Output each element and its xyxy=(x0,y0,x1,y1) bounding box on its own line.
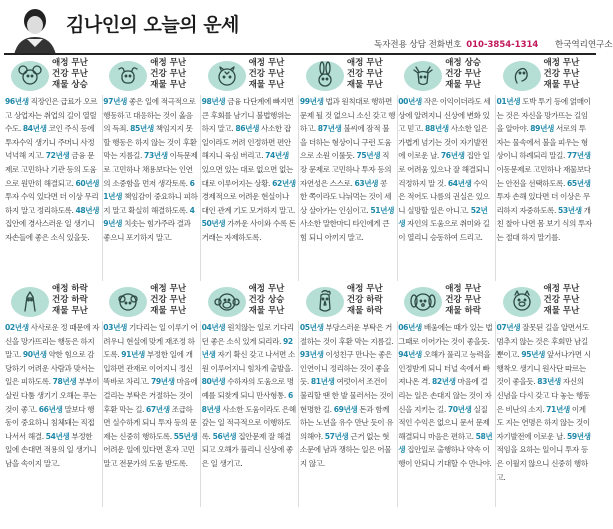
fortune-summary xyxy=(249,284,299,318)
fortune-text xyxy=(300,321,396,471)
fortune-sentence: 부당스러운 부탁은 거절하는 것이 후환 막는 지름길. xyxy=(299,323,394,346)
fortune-sentence: 금융 다단계에 빠지면 큰 후회를 남기니 불법행위는 하지 말고. xyxy=(201,97,294,134)
fortune-line: 애정 상승 xyxy=(445,58,481,68)
fortune-line: 재물 상승 xyxy=(52,80,88,91)
fortune-sentence: 사소한 잡일이라도 꺼려 인정하면 편안해지니 육심 버리고. xyxy=(201,124,291,161)
birth-year: 86년생 xyxy=(235,124,260,134)
phone-number[interactable]: 010-3854-1314 xyxy=(466,40,539,50)
tiger-icon xyxy=(208,61,246,91)
fortune-sentence: 수익은 적어도 나름의 권실은 있으니 실망할 일은 아니고. xyxy=(398,178,490,215)
fortune-line: 재물 무난 xyxy=(52,306,88,317)
fortune-sentence: 직장인은 급료가 오르고 상업자는 취업의 길이 열릴 수도. xyxy=(5,97,98,134)
birth-year: 48년생 xyxy=(75,205,100,215)
birth-year: 80년생 xyxy=(201,377,226,387)
fortune-sentence: 콩 한 쪽이라도 나눠먹는 것이 세상 살아가는 인심이고. xyxy=(299,178,392,215)
fortune-text xyxy=(497,95,593,245)
fortune-sentence: 도박 투기 등에 얽매이는 것은 자신을 망가뜨는 길임을 알아야. xyxy=(496,97,591,134)
birth-year: 52년생 xyxy=(398,205,488,229)
birth-year: 89년생 xyxy=(530,124,554,134)
fortune-sentence: 말보다 행동이 중요하니 침체돼는 직접 나서서 해결. xyxy=(5,404,95,441)
birth-year: 88년생 xyxy=(425,124,449,134)
birth-year: 61년생 xyxy=(103,178,195,202)
fortune-sentence: 이동문제로 고민하나 재물보다는 안전을 선택하도록. xyxy=(496,164,591,188)
fortune-line: 건강 무난 xyxy=(543,295,580,306)
fortune-sentence: 이득문제로 고민하나 채용보다는 인연의 소중함을 먼저 생각토록. xyxy=(103,151,198,188)
birth-year: 92년생 xyxy=(201,336,293,360)
contact-info xyxy=(374,38,613,50)
fortune-summary xyxy=(249,58,299,92)
fortune-sentence: 투자 손해 있다면 더 이상은 무리하지 자중하도록. xyxy=(496,192,590,215)
fortune-sentence: 사사로운 정 때문에 자신을 망가뜨리는 행동은 하지 말고. xyxy=(5,323,100,360)
birth-year: 87년생 xyxy=(317,124,342,134)
fortune-sentence: 개친 찰아 나면 몸 보기 식의 투자는 절대 하지 말기를. xyxy=(496,205,592,242)
column-divider xyxy=(495,95,496,281)
fortune-line: 애정 무난 xyxy=(346,58,383,68)
sheep-icon xyxy=(109,287,147,317)
column-divider xyxy=(298,95,299,281)
fortune-text xyxy=(497,321,593,484)
birth-year: 97년생 xyxy=(103,97,127,106)
column-divider xyxy=(200,321,201,507)
fortune-sentence: 책임지지 못할 행동은 하지 않는 것이 후환 막는 지름길. xyxy=(103,124,197,161)
fortune-line: 애정 무난 xyxy=(543,58,580,68)
birth-year: 01년생 xyxy=(496,97,521,106)
fortune-line: 건강 상승 xyxy=(248,295,285,306)
fortune-sentence: 집안에 경사스러운 일 생기니 자손들에 좋은 소식 있을듯. xyxy=(5,219,95,242)
fortune-sentence: 있으면 있는 대로 없으면 없는 대로 이루어지는 상황. xyxy=(201,164,293,188)
fortune-sentence: 사소한 도움이라도 은혜 갚는 일 적극적으로 이행하도록. xyxy=(201,404,296,441)
fortune-sentence: 코인 주식 등에 투자수익 생기니 주머니 사정 넉넉해 지고. xyxy=(5,124,95,161)
fortune-line: 건강 무난 xyxy=(150,295,187,306)
fortune-sentence: 직장 문제로 고민하나 투자 등의 자연성은 스스로. xyxy=(299,151,392,188)
birth-year: 74년생 xyxy=(265,151,289,161)
column-divider xyxy=(397,95,398,281)
birth-year: 71년생 xyxy=(546,404,570,414)
birth-year: 78년생 xyxy=(52,377,77,387)
fortune-text xyxy=(5,95,101,245)
birth-year: 81년생 xyxy=(310,377,335,387)
fortune-sentence: 적임을 요하는 일이니 투자 등은 이월지 않으니 신중히 행하고. xyxy=(496,445,588,482)
page-title: 김나인의 오늘의 운세 xyxy=(66,14,239,36)
monkey-icon xyxy=(208,287,246,317)
ox-icon xyxy=(109,61,147,91)
birth-year: 90년생 xyxy=(22,350,47,360)
birth-year: 99년생 xyxy=(299,97,324,106)
fortune-sentence: 실질적인 수익은 없으니 문서 문제 해결되니 마음은 편하고. xyxy=(398,404,490,441)
fortune-sentence: 자기 확신 갖고 나서면 소원 이루어지니 힘차게 출발을. xyxy=(201,350,295,373)
birth-year: 06년생 xyxy=(398,323,422,332)
fortune-line: 재물 무난 xyxy=(150,80,187,91)
birth-year: 60년생 xyxy=(75,178,100,188)
birth-year: 93년생 xyxy=(299,350,324,360)
fortune-text xyxy=(202,321,298,471)
birth-year: 98년생 xyxy=(201,97,226,106)
birth-year: 05년생 xyxy=(299,323,324,332)
fortune-line: 건강 무난 xyxy=(445,295,481,306)
fortune-line: 애정 무난 xyxy=(150,284,187,294)
fortune-sentence: 앞서나가면 시행착오 생기니 원사단 따르는 것이 좋을듯. xyxy=(496,350,591,387)
birth-year: 55년생 xyxy=(173,431,198,441)
fortune-line: 건강 하락 xyxy=(52,295,88,306)
fortune-line: 애정 무난 xyxy=(150,58,187,68)
phone-label: 독자전용 상담 전화번호 xyxy=(374,40,462,50)
birth-year: 79년생 xyxy=(150,377,175,387)
fortune-line: 재물 무난 xyxy=(248,306,285,317)
birth-year: 65년생 xyxy=(566,178,591,188)
fortune-text xyxy=(103,95,199,245)
fortune-sentence: 책임감이 중요하니 피하지 말고 확실히 해결하도록. xyxy=(103,192,198,215)
fortune-sentence: 치솟는 힘가주라 결과 좋으니 포기하지 말고. xyxy=(103,219,191,242)
fortune-sentence: 좋은 일에 적극적으로 행동하고 대응하는 것이 옳음의 득죄. xyxy=(103,97,196,134)
birth-year: 75년생 xyxy=(356,151,381,161)
fortune-summary xyxy=(150,284,200,318)
author-portrait xyxy=(8,5,60,55)
fortune-sentence: 근거 없는 혓소문에 남과 쟁하는 일은 어물지 않고. xyxy=(299,431,392,468)
birth-year: 56년생 xyxy=(212,431,237,441)
fortune-text xyxy=(103,321,199,471)
birth-year: 03년생 xyxy=(103,323,127,332)
birth-year: 63년생 xyxy=(354,178,379,188)
fortune-sentence: 사소한 말한마디 타인에게 큰 힘 되니 아끼지 말고. xyxy=(299,219,390,242)
fortune-sentence: 여럿이서 조건이 불리할 땐 한 발 물러서는 것이 현명한 길. xyxy=(299,377,394,414)
birth-year: 54년생 xyxy=(45,431,70,441)
column-divider xyxy=(397,321,398,507)
birth-year: 68년생 xyxy=(201,390,293,414)
fortune-sentence: 이계도 지는 연명은 하지 않는 것이 자기발전에 이로운 날. xyxy=(496,404,590,441)
snake-icon xyxy=(503,61,541,91)
fortune-sentence: 투자 수익 있다면 더 이상 무리하지 말고 정리하도록. xyxy=(5,192,99,215)
fortune-sentence: 부정한 일에 손대면 적용의 일 생기니 남을 속이지 말고. xyxy=(5,431,97,468)
fortune-sentence: 자인의 도움으로 취미와 길이 열리니 승동하여 드리고. xyxy=(398,219,490,242)
fortune-sentence: 기다리는 일 이루기 어려우니 현실에 맞게 재조정 하도록. xyxy=(103,323,198,360)
birth-year: 77년생 xyxy=(566,151,591,161)
fortune-sentence: 부부이 살린 다툼 생기기 오해는 푸는 것이 좋고. xyxy=(5,377,100,414)
fortune-text xyxy=(5,321,101,471)
birth-year: 70년생 xyxy=(447,404,472,414)
birth-year: 62년생 xyxy=(272,178,296,188)
fortune-sentence: 돈과 함께하는 노년을 유수 만난 듯이 유의해야. xyxy=(299,404,394,441)
fortune-sentence: 이성친구 만나는 좋은 인연이니 정리하는 것이 좋을듯. xyxy=(299,350,392,387)
fortune-line: 건강 무난 xyxy=(346,69,383,80)
rooster-icon xyxy=(306,287,344,317)
fortune-line: 재물 무난 xyxy=(543,80,580,91)
fortune-summary xyxy=(544,58,594,92)
fortune-line: 애정 무난 xyxy=(248,284,285,294)
fortune-line: 재물 무난 xyxy=(248,80,285,91)
birth-year: 04년생 xyxy=(201,323,226,332)
birth-year: 85년생 xyxy=(130,124,154,134)
fortune-sentence: 마음에 걸리는 일은 손대지 않는 것이 자신을 지키는 길. xyxy=(398,377,492,414)
fortune-text xyxy=(202,95,298,245)
dog-icon xyxy=(404,287,442,317)
header-divider xyxy=(4,53,596,55)
birth-year: 82년생 xyxy=(431,377,456,387)
birth-year: 67년생 xyxy=(146,404,170,414)
birth-year: 83년생 xyxy=(537,377,561,387)
birth-year: 53년생 xyxy=(558,205,582,215)
fortune-line: 애정 무난 xyxy=(52,58,88,68)
fortune-sentence: 집안문제 잘 해결되고 오해가 풀리니 신상에 좋은 일 생기고. xyxy=(201,431,293,468)
fortune-sentence: 금융 문제로 고민하나 기관 등의 도움으로 원만히 해결되고. xyxy=(5,151,97,188)
birth-year: 84년생 xyxy=(22,124,47,134)
fortune-line: 재물 무난 xyxy=(346,80,383,91)
fortune-sentence: 약한 힘으로 감당하기 어려운 사람과 맞서는 일은 피하도록. xyxy=(5,350,95,387)
rabbit-icon xyxy=(306,61,344,91)
fortune-sentence: 집안일로 출행하나 약속 이행이 안되니 기대할 수 만나야. xyxy=(398,445,492,468)
fortune-sentence: 원치않는 일로 기다리던 좋은 소식 있게 되리라. xyxy=(201,323,294,346)
fortune-sentence: 작은 이익이더라도 세상에 알려지니 신상에 변화 있고 믿고. xyxy=(398,97,491,134)
fortune-line: 건강 하락 xyxy=(346,295,383,306)
birth-year: 57년생 xyxy=(324,431,349,441)
fortune-line: 건강 무난 xyxy=(543,69,580,80)
fortune-line: 재물 무난 xyxy=(150,306,187,317)
column-divider xyxy=(495,321,496,507)
birth-year: 94년생 xyxy=(398,350,422,360)
fortune-line: 재물 하락 xyxy=(346,306,383,317)
fortune-sentence: 부정한 일에 개입하면 관재로 이어지니 정신 똑바로 차리고. xyxy=(103,350,193,387)
birth-year: 91년생 xyxy=(121,350,145,360)
fortune-summary xyxy=(347,58,397,92)
fortune-sentence: 배움에는 때가 있는 법 그때로 이어가는 것이 좋을듯. xyxy=(398,323,493,346)
birth-year: 64년생 xyxy=(447,178,472,188)
fortune-summary xyxy=(52,284,102,318)
birth-year: 49년생 xyxy=(103,205,195,229)
fortune-sentence: 어려운 일에 있다면 혼자 고민 말고 전문가의 도움 받도록. xyxy=(103,445,195,468)
fortune-sentence: 잘못된 길을 알면서도 멈추지 않는 것은 후회만 남길 뿐이고. xyxy=(496,323,589,360)
birth-year: 07년생 xyxy=(496,323,521,332)
fortune-line: 재물 하락 xyxy=(445,306,481,317)
birth-year: 50년생 xyxy=(201,219,226,229)
birth-year: 73년생 xyxy=(144,151,168,161)
pig-icon xyxy=(503,287,541,317)
rat-icon xyxy=(11,61,49,91)
column-divider xyxy=(102,321,103,507)
header xyxy=(0,0,613,58)
fortune-sentence: 사소한 일은 가볍게 넘기는 것이 자기발전에 이로운 날. xyxy=(398,124,488,161)
fortune-summary xyxy=(150,58,200,92)
institute-name: 한국역리연구소 xyxy=(555,40,613,50)
fortune-text xyxy=(300,95,396,245)
fortune-summary xyxy=(544,284,594,318)
fortune-line: 재물 무난 xyxy=(445,80,481,91)
fortune-line: 건강 무난 xyxy=(52,69,88,80)
birth-year: 02년생 xyxy=(5,323,29,332)
fortune-line: 재물 무난 xyxy=(543,306,580,317)
birth-year: 00년생 xyxy=(398,97,422,106)
fortune-sentence: 서로의 투자는 물속에서 불을 피우는 형상이니 하례되리 말길. xyxy=(496,124,588,161)
birth-year: 69년생 xyxy=(333,404,358,414)
birth-year: 59년생 xyxy=(566,431,591,441)
birth-year: 96년생 xyxy=(5,97,29,106)
fortune-sentence: 경제적으로 어려운 현실이나 대인 관계 기도 모거하지 말고. xyxy=(201,192,295,215)
fortune-sentence: 자신의 신념을 다시 갖고 다 놓는 행동은 비난의 소지. xyxy=(496,377,590,414)
column-divider xyxy=(102,95,103,281)
fortune-line: 애정 무난 xyxy=(543,284,580,294)
fortune-line: 건강 무난 xyxy=(445,69,481,80)
birth-year: 51년생 xyxy=(370,205,395,215)
column-divider xyxy=(200,95,201,281)
fortune-sentence: 집안 일로 어려움 있으나 잘 해결되니 걱정하지 말 것. xyxy=(398,151,490,188)
fortune-line: 애정 무난 xyxy=(445,284,481,294)
dragon-icon xyxy=(404,61,442,91)
birth-year: 95년생 xyxy=(521,350,545,360)
fortune-summary xyxy=(52,58,102,92)
birth-year: 72년생 xyxy=(45,151,70,161)
fortune-summary xyxy=(445,58,495,92)
fortune-line: 건강 무난 xyxy=(248,69,285,80)
birth-year: 66년생 xyxy=(38,404,63,414)
fortune-text xyxy=(398,95,494,245)
fortune-sentence: 조급하면 실수하게 되니 투자 등의 문제는 신중히 행하도록. xyxy=(103,404,197,441)
fortune-sentence: 수하자의 도움으로 명예를 되찾게 되니 만사형통. xyxy=(201,377,294,400)
fortune-sentence: 가까운 사이와 수록 돈 거래는 자제하도록. xyxy=(201,219,296,242)
fortune-line: 애정 하락 xyxy=(52,284,88,294)
fortune-text xyxy=(398,321,494,471)
fortune-sentence: 오해가 풀리고 능력을 인정받게 되니 터널 속에서 빠져나온 격. xyxy=(398,350,491,387)
fortune-sentence: 법과 원칙대로 행하면 문제 될 것 없으니 소신 갖고 행하고. xyxy=(299,97,396,134)
fortune-line: 건강 무난 xyxy=(150,69,187,80)
column-divider xyxy=(298,321,299,507)
birth-year: 76년생 xyxy=(440,151,465,161)
fortune-line: 애정 무난 xyxy=(346,284,383,294)
birth-year: 58년생 xyxy=(398,431,493,455)
fortune-sentence: 불씨에 잠적 불을 더하는 형상이니 구런 도움으로 소원 이룰듯. xyxy=(299,124,392,161)
fortune-line: 애정 무난 xyxy=(248,58,285,68)
horse-icon xyxy=(11,287,49,317)
fortune-summary xyxy=(347,284,397,318)
fortune-sentence: 마음에 걸리는 부탁은 거절하는 것이 후환 막는 길. xyxy=(103,377,198,414)
fortune-summary xyxy=(445,284,495,318)
